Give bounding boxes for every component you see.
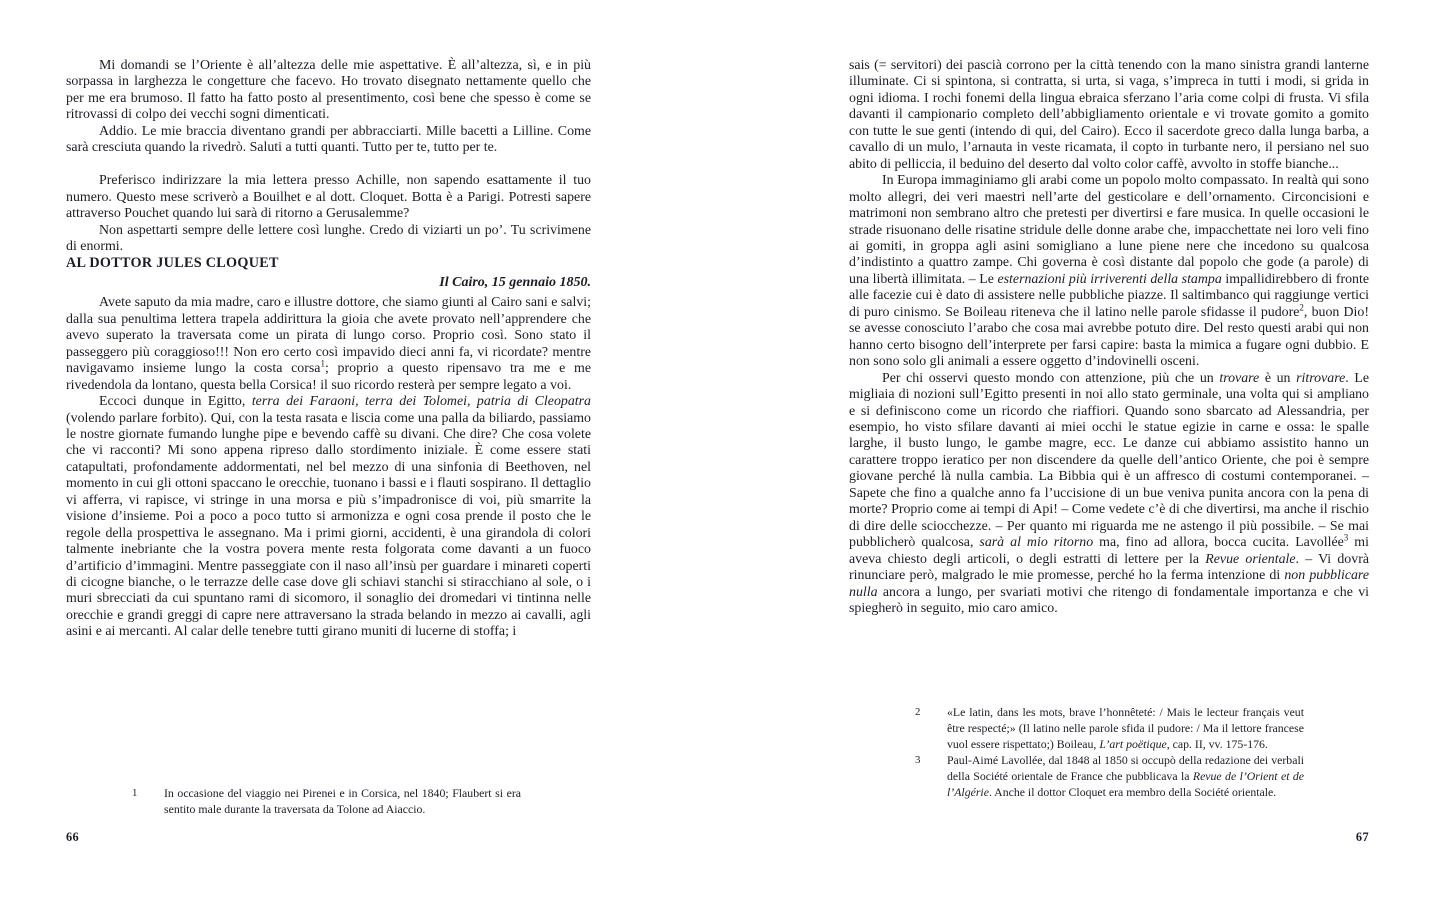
right-page-text-block <box>849 58 1369 617</box>
italic-run: Revue de l’Orient et de l’Algérie <box>947 768 1304 799</box>
left-page <box>66 0 591 912</box>
footnote-ref: 1 <box>320 358 325 369</box>
left-page-footnotes <box>132 786 522 818</box>
footnote-text <box>947 753 1304 801</box>
paragraph <box>66 295 591 394</box>
paragraph <box>66 173 591 222</box>
text-run: , buon Dio! se avesse conosciuto l’arabo che cosa mai avrebbe potuto dire. Del resto questi arabi qui non hanno certo bisogno dell’interprete per farsi capire: basta la mimica a fugare ogni dubbio. E non sono solo gli animali a essere oggetto d’indovinelli osceni. <box>849 304 1369 370</box>
footnote <box>132 786 522 818</box>
italic-run: Revue orientale <box>1205 551 1296 567</box>
text-run: Paul-Aimé Lavollée, dal 1848 al 1850 si occupò della redazione dei verbali della Société orientale de France che pubblicava la <box>947 752 1304 783</box>
text-run: impallidirebbero di fronte alle facezie cui è dato di assistere nelle pubbliche piazze. Il saltimbanco qui raggiunge vertici di puro cinismo. Se Boileau riteneva che il latino nelle parole sfidasse il pudore <box>849 271 1369 320</box>
italic-run: sarà al mio ritorno <box>979 535 1094 551</box>
paragraph <box>66 58 591 124</box>
text-run: Preferisco indirizzare la mia lettera presso Achille, non sapendo esattamente il tuo numero. Questo mese scriverò a Bouilhet e al dott. Cloquet. Botta è a Parigi. Potresti sapere attraverso Pouchet quando lui sarà di ritorno a Gerusalemme? <box>66 173 591 222</box>
text-run: ; proprio a questo ripensavo tra me e me rivedendola da lontano, questa bella Corsica! il suo ricordo resterà per sempre legato a voi. <box>66 361 591 393</box>
paragraph <box>849 58 1369 173</box>
text-run: Avete saputo da mia madre, caro e illustre dottore, che siamo giunti al Cairo sani e salvi; dalla sua penultima lettera trapela addirittura la gioia che avete provato nell’apprendere che avevo superato la traversata come un pirata di lungo corso. Proprio così. Sono stato il passeggero più coraggioso!!! Non ero certo così impavido dieci anni fa, vi ricordate? mentre navigavamo insieme lungo la costa corsa <box>66 295 591 377</box>
paragraph <box>66 394 591 641</box>
dateline: Il Cairo, 15 gennaio 1850. <box>439 274 591 290</box>
left-page-text-block <box>66 58 591 641</box>
footnote-number: 2 <box>915 706 921 718</box>
italic-run: esternazioni più irriverenti della stampa <box>997 271 1222 287</box>
text-run: , cap. II, vv. 175-176. <box>1166 736 1268 751</box>
text-run: ma, fino ad allora, bocca cucita. Lavollée <box>1093 535 1344 551</box>
footnote-number: 3 <box>915 753 921 766</box>
italic-run: trovare <box>1219 370 1260 386</box>
text-run: (volendo parlare forbito). Qui, con la testa rasata e liscia come una palla da biliardo, passiamo le nostre giornate fumando lunghe pipe e bevendo caffè su divani. Che dire? Che cosa volete che vi racconti? Mi sono appena ripreso dallo stordimento iniziale. È come essere stati catapultati, profondamente addormentati, nel bel mezzo di una sinfonia di Beethoven, nel momento in cui gli ottoni spaccano le orecchie, tuonano i bassi e i flauti sospirano. Il dettaglio vi afferra, vi rapisce, vi stringe in una morsa e più s’impadronisce di voi, più smarrite la visione d’insieme. Poi a poco a poco tutto si armonizza e ogni cosa prende il posto che le regole della prospettiva le assegnano. Ma i primi giorni, accidenti, è una girandola di colori talmente inebriante che la vostra povera mente resta folgorata come davanti a un fuoco d’artificio d’immagini. Mentre passeggiate con il naso all’insù per guardare i minareti coperti di cicogne bianche, o le terrazze delle case dove gli schiavi stanchi si stiracchiano al sole, o i muri sbrecciati da cui spuntano rami di sicomoro, il sonaglio dei dromedari vi tintinna nelle orecchie e grandi greggi di capre nere attraversano la strada belando in mezzo ai cavalli, agli asini e ai mercanti. Al calar delle tenebre tutti girano muniti di lucerne di stoffa; i <box>66 410 591 640</box>
page-number-right: 67 <box>1355 830 1369 844</box>
paragraph <box>66 223 591 256</box>
footnote-number: 1 <box>132 787 138 799</box>
paragraph <box>849 371 1369 618</box>
footnote-ref: 2 <box>1299 302 1304 313</box>
text-run: Addio. Le mie braccia diventano grandi per abbracciarti. Mille bacetti a Lilline. Come sarà cresciuta quando la rivedrò. Saluti a tutti quanti. Tutto per te, tutto per te. <box>66 123 591 156</box>
paragraph <box>849 173 1369 370</box>
footnote-text <box>947 705 1304 753</box>
footnote-text <box>164 786 521 818</box>
text-run: Non aspettarti sempre delle lettere così lunghe. Credo di viziarti un po’. Tu scrivimene di enormi. <box>66 222 591 254</box>
italic-run: ritrovare <box>1296 370 1346 386</box>
italic-run: terra dei Faraoni, terra dei Tolomei, patria di Cleopatra <box>251 394 591 410</box>
page-number-left: 66 <box>66 830 80 844</box>
right-page-footnotes <box>915 705 1305 800</box>
footnote-ref: 3 <box>1343 532 1349 543</box>
italic-run: L’art poëtique <box>1099 736 1167 751</box>
paragraph <box>66 124 591 157</box>
italic-run: non pubblicare nulla <box>849 568 1369 600</box>
text-run: Eccoci dunque in Egitto, <box>99 394 252 410</box>
text-run: è un <box>1259 370 1297 386</box>
footnote <box>915 705 1305 753</box>
text-run: Per chi osservi questo mondo con attenzione, più che un <box>882 370 1220 386</box>
text-run: . Anche il dottor Cloquet era membro della Société orientale. <box>988 784 1277 799</box>
heading: AL DOTTOR JULES CLOQUET <box>66 255 279 272</box>
text-run: ancora a lungo, per svariati motivi che ritengo di fondamentale importanza e che vi spiegherò in seguito, mio caro amico. <box>849 584 1369 616</box>
text-run: Mi domandi se l’Oriente è all’altezza delle mie aspettative. È all’altezza, sì, e in più sorpassa in larghezza le congetture che facevo. Ho trovato disegnato nettamente quello che per me era brumoso. Il fatto ha fatto posto al presentimento, così bene che spesso è come se ritrovassi di colpo dei vecchi sogni dimenticati. <box>66 58 591 123</box>
text-run: mi aveva chiesto degli articoli, o degli estratti di lettere per la <box>849 535 1369 567</box>
footnote <box>915 753 1305 801</box>
right-page <box>849 0 1369 912</box>
text-run: . – Vi dovrà rinunciare però, malgrado le mie promesse, perché ho la ferma intenzione di <box>849 551 1369 584</box>
text-run: sais (= servitori) dei pascià corrono per la città tenendo con la mano sinistra grandi lanterne illuminate. Ci si spintona, si contratta, si urta, si vaga, s’impreca in tutti i modi, si grida in ogni idioma. I rochi fonemi della lingua ebraica sferzano l’aria come colpi di frusta. Vi sfila davanti il campionario completo dell’abbigliamento orientale e vi trovate gomito a gomito con tutte le sue genti (intendo di qui, del Cairo). Ecco il sacerdote greco dalla lunga barba, a cavallo di un mulo, l’arnauta in veste ricamata, il copto in turbante nero, il persiano nel suo abito di pelliccia, il beduino del deserto dal volto color caffè, avvolto in stoffe bianche... <box>849 58 1369 172</box>
text-run: «Le latin, dans les mots, brave l’honnêteté: / Mais le lecteur français veut être respecté;» (Il latino nelle parole sfida il pudore: / Ma il lettore francese vuol essere rispettato;) Boileau, <box>947 705 1304 751</box>
text-run: In occasione del viaggio nei Pirenei e in Corsica, nel 1840; Flaubert si era sentito male durante la traversata da Tolone ad Aiaccio. <box>164 786 521 816</box>
text-run: . Le migliaia di nozioni sull’Egitto presenti in noi allo stato germinale, una volta qui si ampliano e si definiscono come un ricordo che riaffiori. Quando sono sbarcato ad Alessandria, per esempio, ho visto sfilare davanti ai miei occhi le statue egizie in carne e ossa: le spalle larghe, il busto lungo, le gambe magre, ecc. Le danze cui abbiamo assistito hanno un carattere troppo ieratico per non discendere da quelle dell’antico Oriente, che poi è sempre giovane perché là nulla cambia. La Bibbia qui è un affresco di costumi contemporanei. – Sapete che fino a qualche anno fa l’uccisione di un bue veniva punita ancora con la pena di morte? Proprio come ai tempi di Api! – Come vedete c’è di che divertirsi, ma anche il rischio di dire delle sciocchezze. – Per quanto mi riguarda me ne astengo il più possibile. – Se mai pubblicherò qualcosa, <box>849 370 1370 551</box>
text-run: In Europa immaginiamo gli arabi come un popolo molto compassato. In realtà qui sono molto allegri, dei veri maestri nell’arte del gesticolare e dell’ornamento. Circoncisioni e matrimoni non sembrano altro che pretesti per divertirsi e fare musica. In quelle occasioni le strade risuonano delle risatine stridule delle donne arabe che, impacchettate nei loro veli fino ai gomiti, in groppa agli asini somigliano a lune piene nere che incedono su qualcosa d’indistinto a quattro zampe. Chi governa è così distante dal popolo che gode (a parole) di una libertà illimitata. – Le <box>849 173 1369 287</box>
